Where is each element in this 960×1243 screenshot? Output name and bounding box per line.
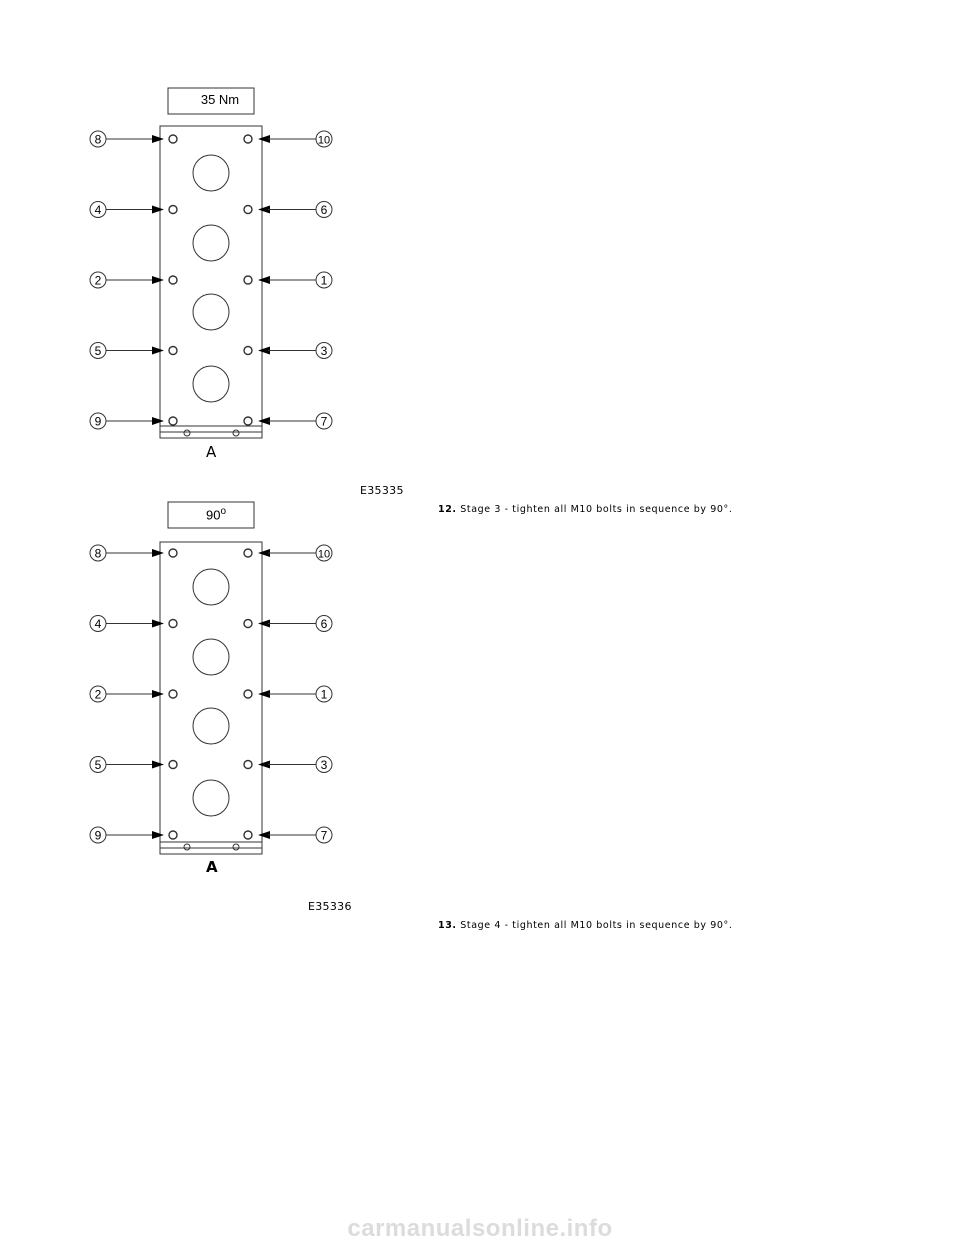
- arrowhead: [152, 347, 164, 355]
- bolt-number-right: 3: [320, 758, 328, 772]
- bolt-hole: [244, 417, 252, 425]
- bolt-hole: [244, 690, 252, 698]
- bolt-number-left: 9: [94, 414, 102, 429]
- cylinder-head-diagram-1: [0, 80, 400, 500]
- step-number: 12.: [438, 504, 457, 515]
- figure-id: E35335: [360, 484, 404, 497]
- step-12: [438, 504, 732, 515]
- bolt-hole: [169, 206, 177, 214]
- bolt-number-right: 1: [320, 273, 328, 288]
- arrowhead: [152, 690, 164, 698]
- arrowhead: [152, 831, 164, 839]
- arrowhead: [152, 761, 164, 769]
- bolt-hole: [244, 549, 252, 557]
- bolt-number-right: 10: [317, 134, 331, 147]
- bolt-hole: [244, 276, 252, 284]
- step-text: Stage 4 - tighten all M10 bolts in sequence by 90°.: [460, 920, 733, 931]
- degree-mark: o: [220, 506, 227, 517]
- bolt-number-left: 8: [94, 132, 102, 147]
- bolt-number-left: 4: [94, 203, 102, 217]
- bolt-hole: [244, 135, 252, 143]
- bolt-hole: [244, 206, 252, 214]
- bolt-number-left: 5: [94, 344, 102, 358]
- bolt-hole: [244, 347, 252, 355]
- bolt-number-right: 6: [320, 203, 328, 217]
- bolt-number-right: 7: [320, 828, 328, 843]
- arrowhead: [152, 417, 164, 425]
- bolt-hole: [169, 831, 177, 839]
- torque-sequence-figure-1: [0, 80, 404, 500]
- bolt-hole: [169, 620, 177, 628]
- bolt-number-right: 6: [320, 617, 328, 631]
- arrowhead: [152, 206, 164, 214]
- arrowhead: [152, 276, 164, 284]
- arrowhead: [152, 549, 164, 557]
- bolt-hole: [169, 690, 177, 698]
- bolt-number-right: 7: [320, 414, 328, 429]
- cylinder-head-diagram-2: [0, 496, 400, 916]
- arrowhead: [152, 620, 164, 628]
- bolt-number-right: 1: [320, 687, 328, 702]
- step-number: 13.: [438, 920, 457, 931]
- step-13: [438, 920, 732, 931]
- torque-value-label: [196, 506, 236, 522]
- bolt-hole: [244, 620, 252, 628]
- bolt-hole: [169, 347, 177, 355]
- bolt-hole: [169, 761, 177, 769]
- bolt-hole: [244, 761, 252, 769]
- bolt-number-left: 2: [94, 273, 102, 288]
- bolt-number-left: 5: [94, 758, 102, 772]
- bolt-hole: [169, 276, 177, 284]
- bolt-number-left: 9: [94, 828, 102, 843]
- bolt-hole: [169, 549, 177, 557]
- torque-value-label: 35 Nm: [200, 92, 240, 107]
- bolt-number-left: 2: [94, 687, 102, 702]
- bolt-number-right: 3: [320, 344, 328, 358]
- arrowhead: [152, 135, 164, 143]
- bolt-hole: [169, 417, 177, 425]
- reference-letter: A: [206, 858, 218, 876]
- torque-sequence-figure-2: [0, 496, 400, 916]
- step-text: Stage 3 - tighten all M10 bolts in sequence by 90°.: [460, 504, 733, 515]
- bolt-number-left: 4: [94, 617, 102, 631]
- bolt-number-left: 8: [94, 546, 102, 561]
- reference-letter: A: [206, 443, 217, 461]
- bolt-hole: [169, 135, 177, 143]
- bolt-hole: [244, 831, 252, 839]
- watermark: carmanualsonline.info: [347, 1215, 613, 1242]
- torque-angle: 90: [205, 507, 221, 523]
- bolt-number-right: 10: [317, 548, 331, 561]
- figure-id: E35336: [308, 900, 352, 913]
